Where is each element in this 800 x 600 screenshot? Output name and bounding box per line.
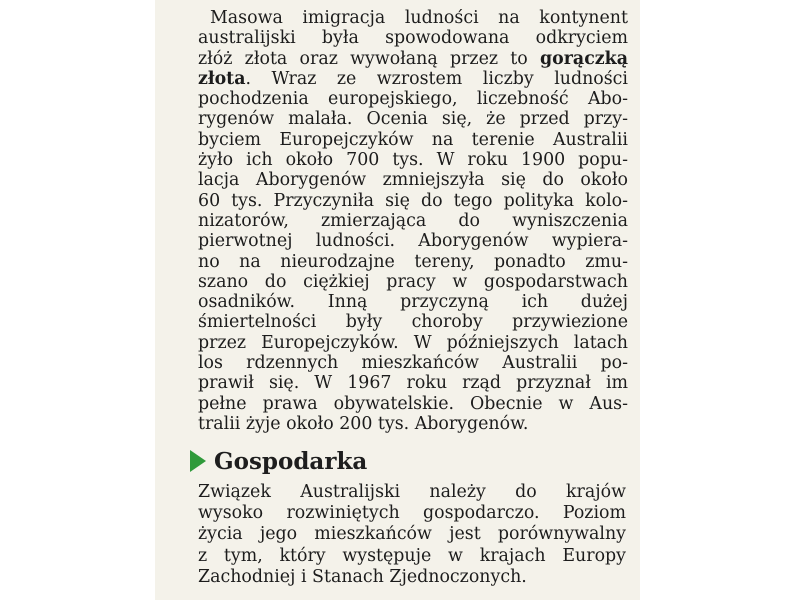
text-line: no na nieurodzajne tereny, ponadto zmu- xyxy=(198,251,628,272)
text-line: prawił się. W 1967 roku rząd przyznał im xyxy=(198,373,628,394)
text-line xyxy=(198,69,628,89)
text-line: pełne prawa obywatelskie. Obecnie w Aus- xyxy=(198,393,628,414)
text-line: los rdzennych mieszkańców Australii po- xyxy=(198,353,628,374)
text-line: lacja Aborygenów zmniejszyła się do około xyxy=(198,170,628,191)
text-line: tralii żyje około 200 tys. Aborygenów. xyxy=(198,413,529,434)
text-line: z tym, który występuje w krajach Europy xyxy=(198,545,626,566)
text-line xyxy=(198,49,628,69)
text-line: osadników. Inną przyczyną ich dużej xyxy=(198,292,628,313)
section-heading-row xyxy=(190,446,367,476)
text-line: byciem Europejczyków na terenie Australii xyxy=(198,129,628,150)
text-fragment: złóż złota oraz wywołaną przez to xyxy=(198,48,541,69)
text-fragment: . Wraz ze wzrostem liczby ludności xyxy=(245,68,628,89)
text-line: nizatorów, zmierzająca do wyniszczenia xyxy=(198,210,628,231)
section-heading: Gospodarka xyxy=(214,447,368,475)
paragraph-immigration xyxy=(198,8,628,434)
text-line: Masowa imigracja ludności na kontynent xyxy=(210,8,628,28)
text-line: 60 tys. Przyczyniła się do tego polityka kolo- xyxy=(198,190,628,211)
green-triangle-icon xyxy=(190,450,206,472)
text-line: pierwotnej ludności. Aborygenów wypiera- xyxy=(198,231,628,252)
text-line: przez Europejczyków. W późniejszych latach xyxy=(198,332,628,353)
text-line: Zachodniej i Stanach Zjednoczonych. xyxy=(198,566,527,587)
text-line: szano do ciężkiej pracy w gospodarstwach xyxy=(198,271,628,292)
text-line: wysoko rozwiniętych gospodarczo. Poziom xyxy=(198,503,626,524)
text-line: życia jego mieszkańców jest porównywalny xyxy=(198,524,626,545)
text-line: australijski była spowodowana odkryciem xyxy=(198,28,628,49)
text-line: rygenów malała. Ocenia się, że przed przy- xyxy=(198,109,628,130)
text-line: śmiertelności były choroby przywiezione xyxy=(198,312,628,333)
text-line: pochodzenia europejskiego, liczebność Abo- xyxy=(198,89,628,110)
text-line: żyło ich około 700 tys. W roku 1900 popu- xyxy=(198,150,628,171)
text-line: Związek Australijski należy do krajów xyxy=(198,482,626,502)
bold-term: gorączką xyxy=(540,48,628,69)
bold-term: złota xyxy=(198,68,246,89)
paragraph-economy xyxy=(198,482,626,588)
